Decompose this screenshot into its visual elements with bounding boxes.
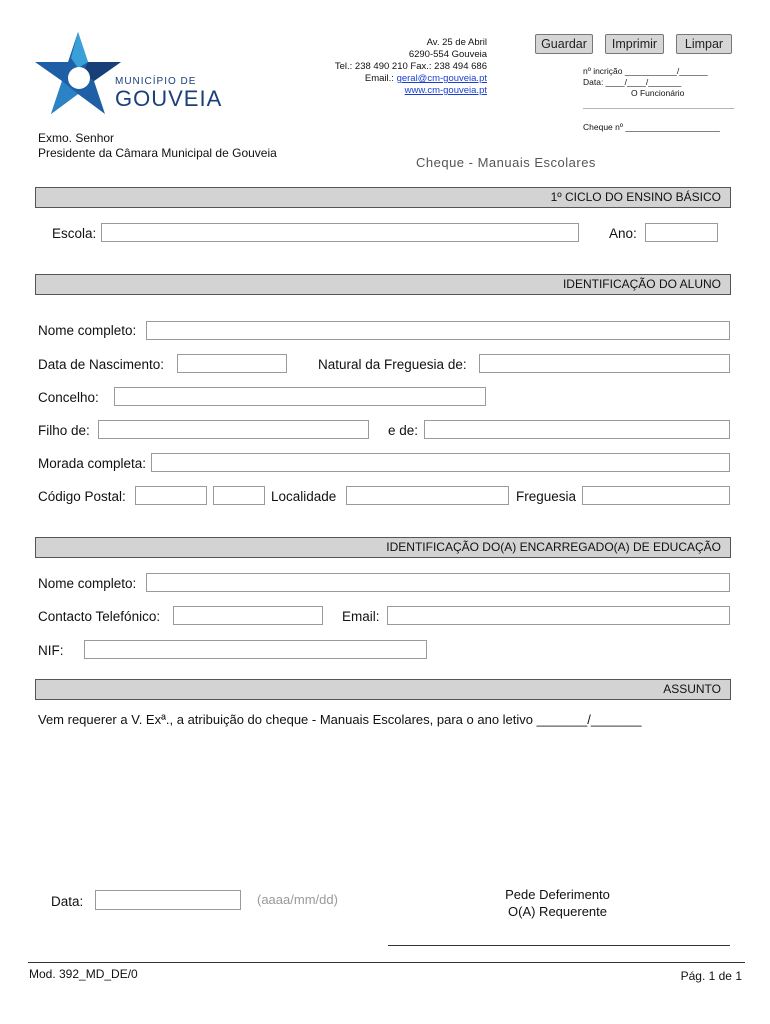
logo-text-small: MUNICÍPIO DE (115, 76, 197, 87)
recipient-title: Exmo. Senhor (38, 131, 115, 145)
municipality-logo (33, 28, 223, 118)
email-link[interactable]: geral@cm-gouveia.pt (396, 73, 487, 84)
address-input[interactable] (151, 453, 730, 472)
inscription-number: nº incrição ___________/______ (583, 66, 708, 76)
section-school-header: 1º CICLO DO ENSINO BÁSICO (35, 187, 731, 208)
section-student-header: IDENTIFICAÇÃO DO ALUNO (35, 274, 731, 295)
footer-rule (28, 962, 745, 963)
father-label: Filho de: (38, 423, 90, 438)
form-title: Cheque - Manuais Escolares (416, 155, 596, 170)
nif-label: NIF: (38, 643, 64, 658)
guardian-phone-label: Contacto Telefónico: (38, 609, 161, 624)
office-signature-line: ________________________________ (583, 99, 735, 109)
closing-block (490, 886, 625, 920)
birth-date-input[interactable] (177, 354, 287, 373)
section-subject-header: ASSUNTO (35, 679, 731, 700)
closing-line1: Pede Deferimento (505, 887, 610, 902)
closing-line2: O(A) Requerente (508, 904, 607, 919)
guardian-email-input[interactable] (387, 606, 730, 625)
nif-input[interactable] (84, 640, 427, 659)
office-use-block (583, 66, 734, 133)
email-label: Email.: (364, 73, 394, 84)
birth-parish-label: Natural da Freguesia de: (318, 357, 467, 372)
locality-input[interactable] (346, 486, 509, 505)
guardian-phone-input[interactable] (173, 606, 323, 625)
postal-code-input-1[interactable] (135, 486, 207, 505)
date-input[interactable] (95, 890, 241, 910)
date-format-hint: (aaaa/mm/dd) (257, 892, 338, 907)
year-label: Ano: (609, 226, 637, 241)
mother-input[interactable] (424, 420, 730, 439)
postal-code-input-2[interactable] (213, 486, 265, 505)
section-guardian-header: IDENTIFICAÇÃO DO(A) ENCARREGADO(A) DE EDUCAÇÃO (35, 537, 731, 558)
cheque-number: Cheque nº ____________________ (583, 122, 720, 132)
star-logo-icon (33, 28, 123, 118)
recipient (38, 131, 277, 161)
guardian-name-label: Nome completo: (38, 576, 137, 591)
clear-button[interactable]: Limpar (676, 34, 732, 54)
office-date: Data: ____/____/_______ (583, 77, 682, 87)
parish-input[interactable] (582, 486, 730, 505)
postal-code-label: Código Postal: (38, 489, 126, 504)
website-link[interactable]: www.cm-gouveia.pt (404, 85, 487, 96)
address-phone: Tel.: 238 490 210 Fax.: 238 494 686 (334, 61, 487, 72)
save-button[interactable]: Guardar (535, 34, 593, 54)
student-name-input[interactable] (146, 321, 730, 340)
footer-model: Mod. 392_MD_DE/0 (29, 967, 138, 981)
print-button[interactable]: Imprimir (605, 34, 664, 54)
guardian-email-label: Email: (342, 609, 380, 624)
footer-page: Pág. 1 de 1 (680, 969, 742, 983)
school-label: Escola: (52, 226, 97, 241)
school-input[interactable] (101, 223, 579, 242)
locality-label: Localidade (271, 489, 337, 504)
county-input[interactable] (114, 387, 486, 406)
student-name-label: Nome completo: (38, 323, 137, 338)
mother-label: e de: (388, 423, 419, 438)
address-label: Morada completa: (38, 456, 147, 471)
address-postal: 6290-554 Gouveia (408, 49, 487, 60)
signature-line (388, 945, 730, 946)
parish-label: Freguesia (516, 489, 577, 504)
address-email-row (335, 73, 487, 85)
address-block (335, 37, 487, 97)
date-label: Data: (51, 894, 84, 909)
county-label: Concelho: (38, 390, 99, 405)
father-input[interactable] (98, 420, 369, 439)
recipient-name: Presidente da Câmara Municipal de Gouveia (38, 146, 277, 160)
request-text: Vem requerer a V. Exª., a atribuição do cheque - Manuais Escolares, para o ano letivo _______/_______ (38, 712, 642, 727)
year-input[interactable] (645, 223, 718, 242)
logo-text-large: GOUVEIA (115, 86, 223, 111)
birth-date-label: Data de Nascimento: (38, 357, 165, 372)
address-street: Av. 25 de Abril (426, 37, 487, 48)
guardian-name-input[interactable] (146, 573, 730, 592)
birth-parish-input[interactable] (479, 354, 730, 373)
office-clerk: O Funcionário (631, 88, 685, 98)
